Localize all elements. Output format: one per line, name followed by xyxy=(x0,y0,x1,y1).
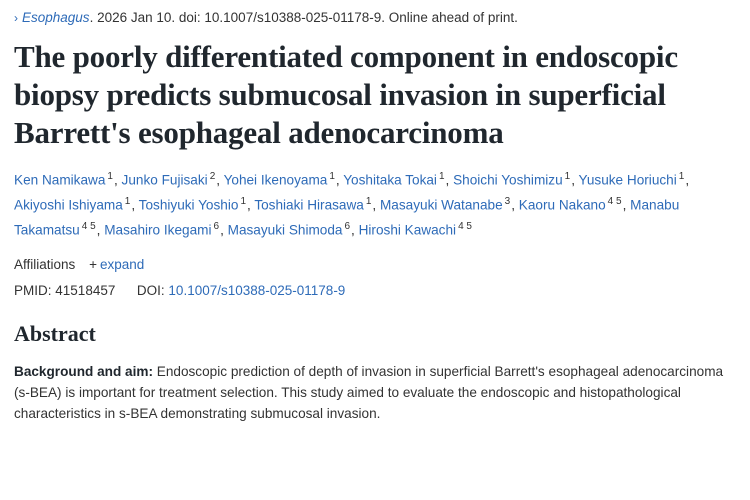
author-affiliation-marker[interactable]: 1 xyxy=(329,171,335,182)
abstract-text: Endoscopic prediction of depth of invasion in superficial Barrett's esophageal adenocarcinoma (s-BEA) is important for treatment selection. This study aimed to evaluate the endoscopic and histopathological characteristics in s-BEA demonstrating submucosal invasion. xyxy=(14,364,724,422)
author-affiliation-marker[interactable]: 6 xyxy=(344,221,351,233)
pmid-value: 41518457 xyxy=(55,283,116,299)
author-separator: , xyxy=(113,172,122,188)
author-affiliation-marker[interactable]: 1 xyxy=(438,171,445,182)
author-list xyxy=(14,166,736,241)
doi-label: DOI: xyxy=(136,283,165,299)
author-separator: , xyxy=(571,172,579,188)
author-separator: , xyxy=(216,172,224,188)
author-link[interactable]: Yoshitaka Tokai xyxy=(343,172,437,188)
expand-affiliations-button[interactable] xyxy=(89,257,144,272)
author-link[interactable]: Toshiaki Hirasawa xyxy=(254,197,364,213)
abstract-section-label: Background and aim: xyxy=(14,364,153,380)
author-link[interactable]: Yusuke Horiuchi xyxy=(578,172,677,188)
author-separator: , xyxy=(372,197,380,213)
journal-citation xyxy=(14,8,736,28)
author-separator: , xyxy=(445,172,454,188)
author-affiliation-marker[interactable]: 2 xyxy=(209,171,216,182)
author-link[interactable]: Toshiyuki Yoshio xyxy=(138,197,239,213)
author-separator: , xyxy=(247,197,255,213)
author-link[interactable]: Masayuki Watanabe xyxy=(379,197,503,213)
author-link[interactable]: Yohei Ikenoyama xyxy=(223,172,328,188)
author-separator: , xyxy=(622,197,631,213)
author-separator: , xyxy=(685,172,690,188)
author-separator: , xyxy=(511,197,519,213)
author-separator: , xyxy=(351,222,359,238)
author-affiliation-marker[interactable]: 4 5 xyxy=(607,196,622,208)
author-affiliation-marker[interactable]: 1 xyxy=(678,171,685,182)
author-affiliation-marker[interactable]: 4 5 xyxy=(81,221,96,233)
author-link[interactable]: Masahiro Ikegami xyxy=(104,222,212,238)
pmid-label: PMID: xyxy=(14,283,52,299)
author-affiliation-marker[interactable]: 1 xyxy=(107,171,113,182)
expand-label: expand xyxy=(99,257,145,273)
plus-icon: + xyxy=(89,257,97,273)
author-link[interactable]: Manabu Takamatsu xyxy=(14,197,680,238)
author-link[interactable]: Kaoru Nakano xyxy=(518,197,606,213)
author-separator: , xyxy=(220,222,228,238)
author-link[interactable]: Ken Namikawa xyxy=(14,172,106,188)
author-affiliation-marker[interactable]: 1 xyxy=(564,171,571,182)
journal-link[interactable]: Esophagus xyxy=(22,10,90,25)
identifiers-row xyxy=(14,281,736,301)
author-link[interactable]: Junko Fujisaki xyxy=(121,172,208,188)
author-separator: , xyxy=(335,172,344,188)
abstract-heading: Abstract xyxy=(14,321,96,347)
page-title: The poorly differentiated component in endoscopic biopsy predicts submucosal invasion in superficial Barrett's esophageal adenocarcinoma xyxy=(14,39,678,150)
author-link[interactable]: Shoichi Yoshimizu xyxy=(453,172,563,188)
author-separator: , xyxy=(96,222,105,238)
author-affiliation-marker[interactable]: 4 5 xyxy=(458,221,472,233)
author-link[interactable]: Masayuki Shimoda xyxy=(227,222,343,238)
author-affiliation-marker[interactable]: 3 xyxy=(504,196,511,208)
author-affiliation-marker[interactable]: 6 xyxy=(213,221,220,233)
author-affiliation-marker[interactable]: 1 xyxy=(365,196,372,208)
affiliations-label: Affiliations xyxy=(14,257,76,273)
affiliations-row xyxy=(14,255,736,275)
author-link[interactable]: Akiyoshi Ishiyama xyxy=(14,197,123,213)
author-link[interactable]: Hiroshi Kawachi xyxy=(358,222,457,238)
author-affiliation-marker[interactable]: 1 xyxy=(240,196,246,208)
chevron-right-icon: › xyxy=(14,11,18,25)
author-separator: , xyxy=(131,197,139,213)
citation-details: . 2026 Jan 10. doi: 10.1007/s10388-025-01178-9. Online ahead of print. xyxy=(89,10,518,25)
abstract-body xyxy=(14,361,736,424)
author-affiliation-marker[interactable]: 1 xyxy=(124,196,131,208)
doi-link[interactable]: 10.1007/s10388-025-01178-9 xyxy=(168,283,346,299)
